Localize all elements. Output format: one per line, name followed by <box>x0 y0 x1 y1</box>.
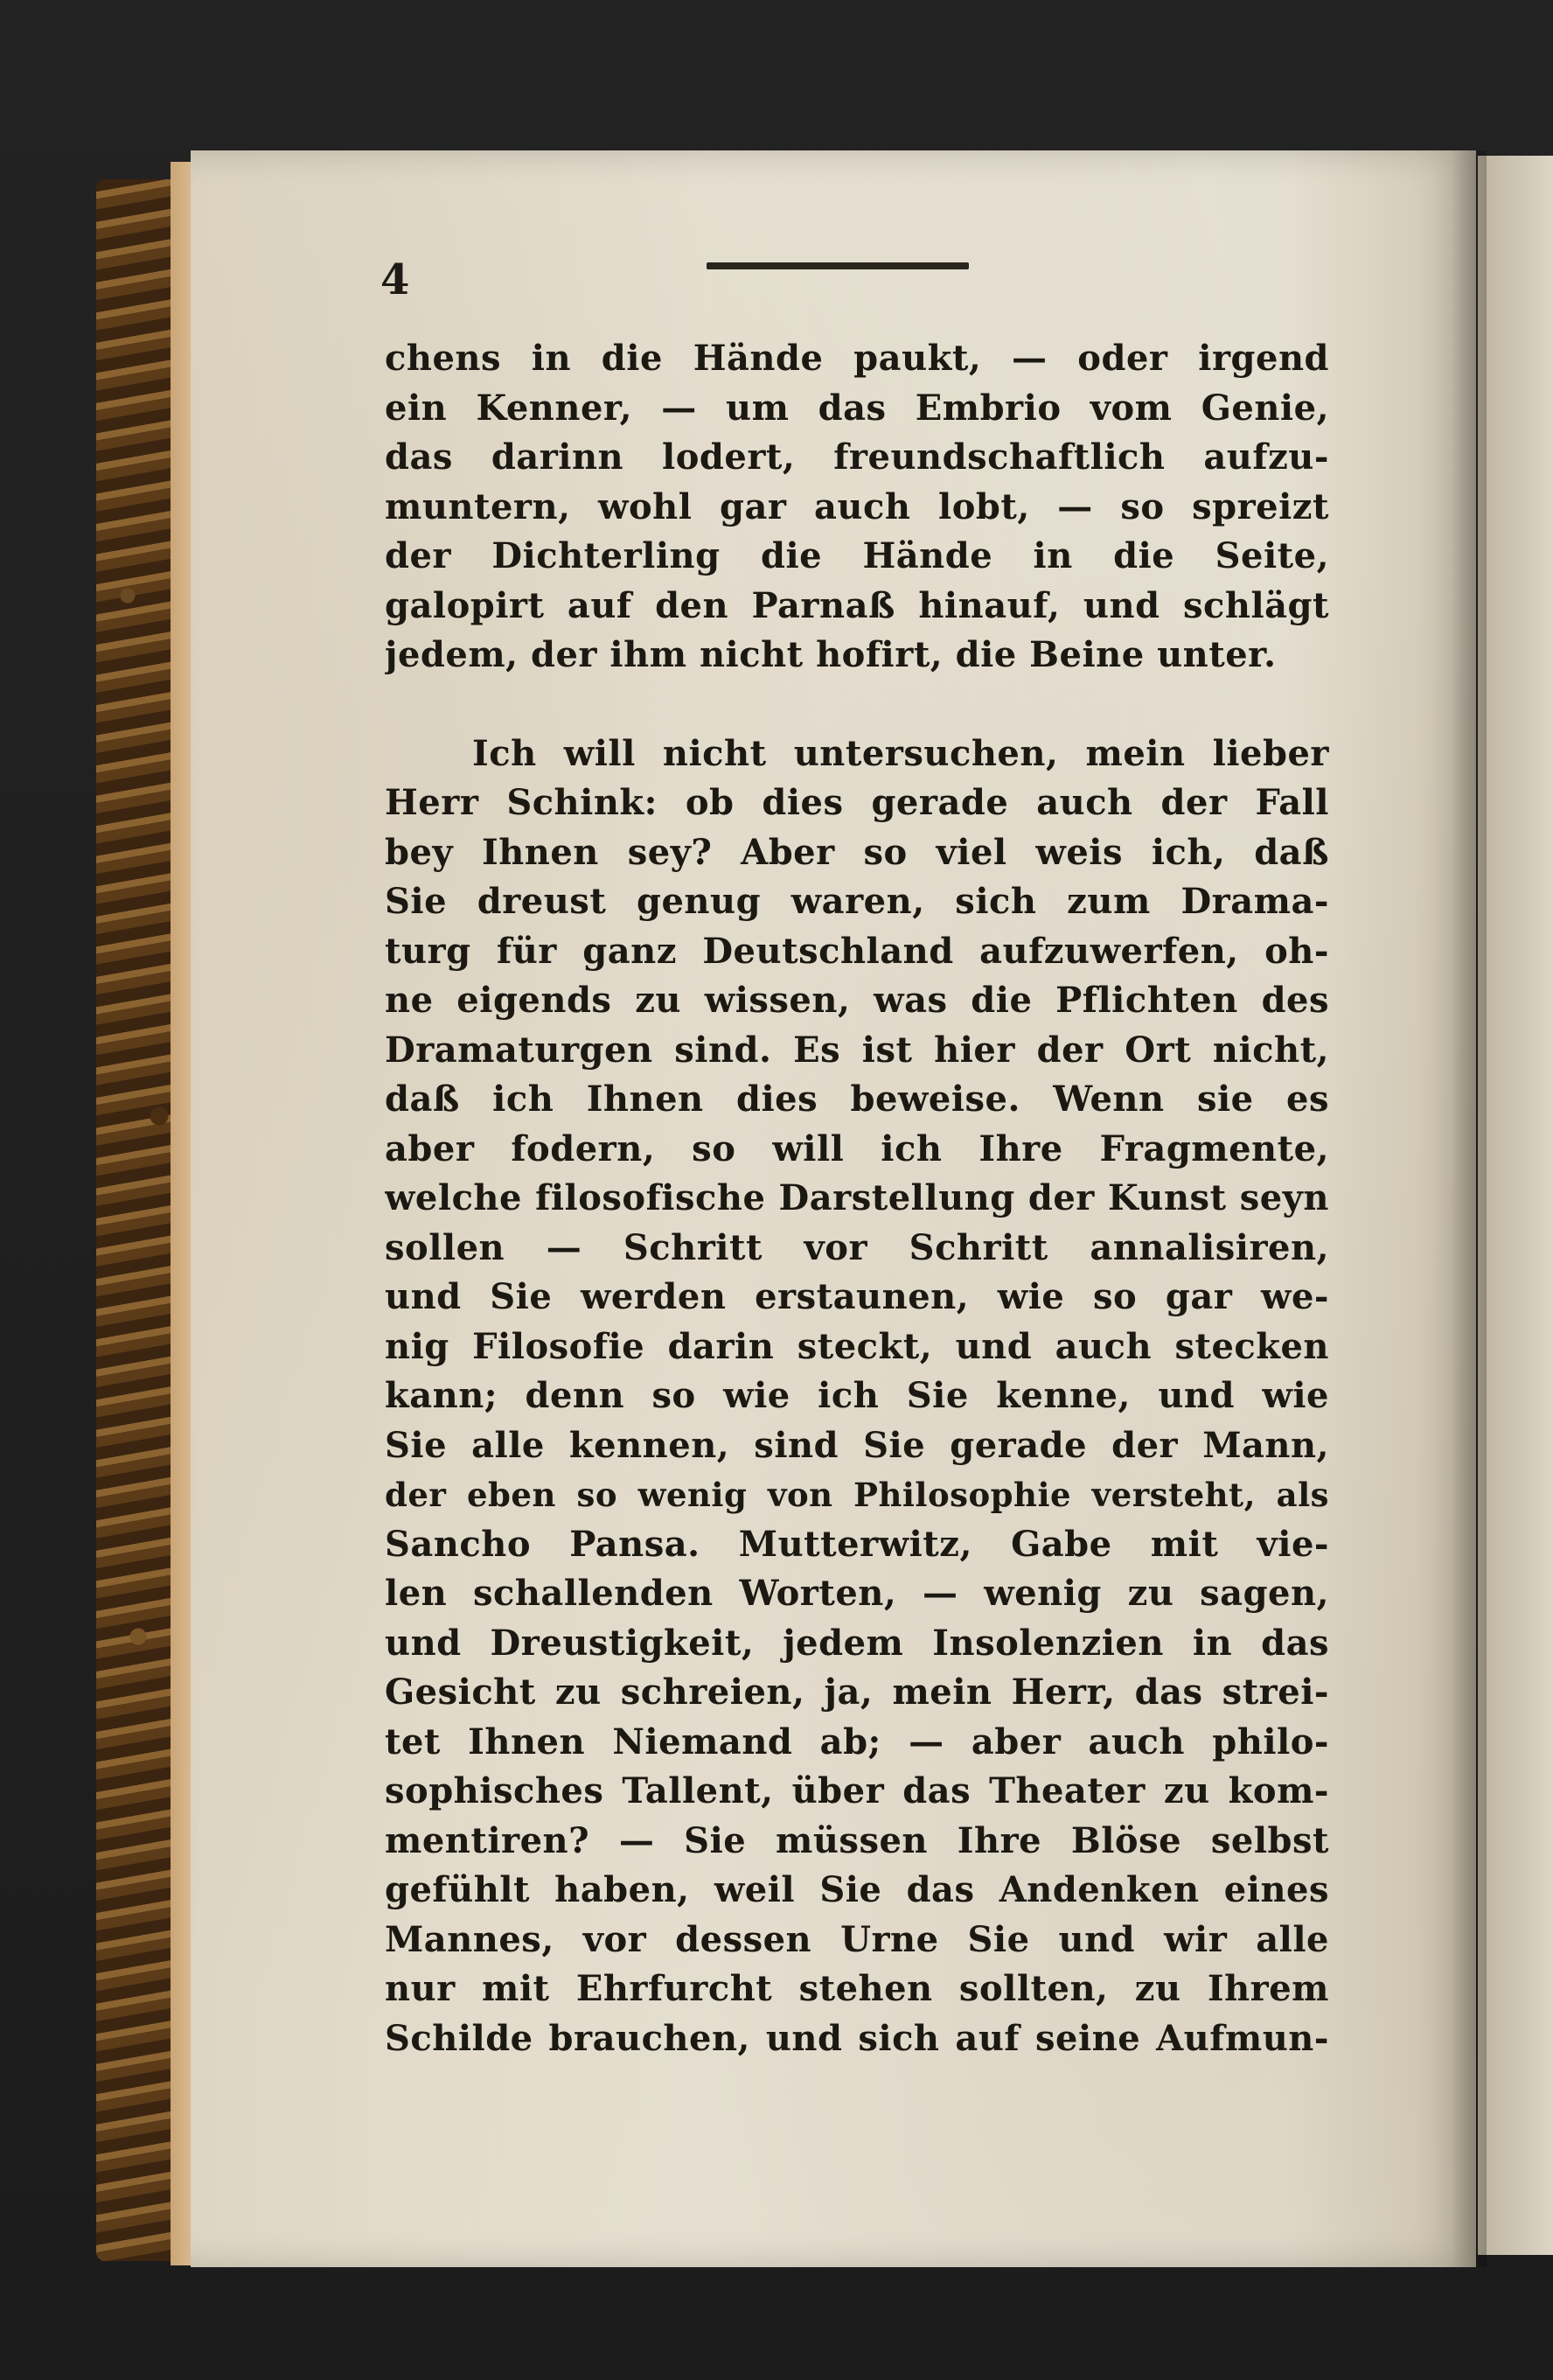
text-line: das darinn lodert, freundschaftlich aufzu- <box>385 436 1329 478</box>
text-line: jedem, der ihm nicht hofirt, die Beine unter. <box>385 634 1277 675</box>
text-line: chens in die Hände paukt, — oder irgend <box>385 338 1329 379</box>
text-line: und Dreustigkeit, jedem Insolenzien in das <box>385 1622 1329 1664</box>
text-line: der eben so wenig von Philosophie versteht, als <box>385 1476 1329 1514</box>
body-text <box>385 334 1329 2063</box>
paragraph-2 <box>385 729 1329 2064</box>
text-line: bey Ihnen sey? Aber so viel weis ich, daß <box>385 831 1329 873</box>
header-rule <box>707 262 969 269</box>
text-line: sollen — Schritt vor Schritt annalisiren, <box>385 1226 1329 1268</box>
text-line: und Sie werden erstaunen, wie so gar we- <box>385 1276 1329 1317</box>
text-line: tet Ihnen Niemand ab; — aber auch philo- <box>385 1720 1329 1762</box>
text-line: der Dichterling die Hände in die Seite, <box>385 535 1329 576</box>
text-line: kann; denn so wie ich Sie kenne, und wie <box>385 1375 1329 1416</box>
text-line: sophisches Tallent, über das Theater zu kom- <box>385 1770 1329 1811</box>
text-line: turg für ganz Deutschland aufzuwerfen, oh- <box>385 930 1329 972</box>
page-number: 4 <box>380 255 410 304</box>
facing-page-edge <box>1478 156 1553 2255</box>
spine-shadow <box>1452 150 1487 2267</box>
text-line: aber fodern, so will ich Ihre Fragmente, <box>385 1127 1329 1169</box>
text-line: Sancho Pansa. Mutterwitz, Gabe mit vie- <box>385 1523 1329 1565</box>
text-line: Sie alle kennen, sind Sie gerade der Mann, <box>385 1424 1329 1466</box>
text-line: Schilde brauchen, und sich auf seine Aufmun- <box>385 2017 1329 2059</box>
text-line: Ich will nicht untersuchen, mein lieber <box>472 732 1329 774</box>
paragraph-1 <box>385 334 1329 680</box>
text-line: Dramaturgen sind. Es ist hier der Ort nicht, <box>385 1029 1329 1071</box>
text-line: daß ich Ihnen dies beweise. Wenn sie es <box>385 1078 1329 1120</box>
text-line: ein Kenner, — um das Embrio vom Genie, <box>385 387 1329 429</box>
text-line: ne eigends zu wissen, was die Pflichten des <box>385 980 1329 1021</box>
text-line: Herr Schink: ob dies gerade auch der Fall <box>385 782 1329 823</box>
paragraph-gap <box>385 680 1329 729</box>
text-line: mentiren? — Sie müssen Ihre Blöse selbst <box>385 1819 1329 1861</box>
text-line: galopirt auf den Parnaß hinauf, und schlägt <box>385 584 1329 626</box>
text-line: len schallenden Worten, — wenig zu sagen, <box>385 1573 1329 1614</box>
text-line: Gesicht zu schreien, ja, mein Herr, das strei- <box>385 1672 1329 1713</box>
text-line: welche filosofische Darstellung der Kunst seyn <box>385 1177 1329 1218</box>
text-line: muntern, wohl gar auch lobt, — so spreizt <box>385 485 1329 527</box>
text-line: Sie dreust genug waren, sich zum Drama- <box>385 881 1329 922</box>
text-line: nig Filosofie darin steckt, und auch stecken <box>385 1325 1329 1367</box>
text-line: Mannes, vor dessen Urne Sie und wir alle <box>385 1918 1329 1960</box>
text-line: nur mit Ehrfurcht stehen sollten, zu Ihrem <box>385 1968 1329 2009</box>
text-line: gefühlt haben, weil Sie das Andenken eines <box>385 1869 1329 1910</box>
